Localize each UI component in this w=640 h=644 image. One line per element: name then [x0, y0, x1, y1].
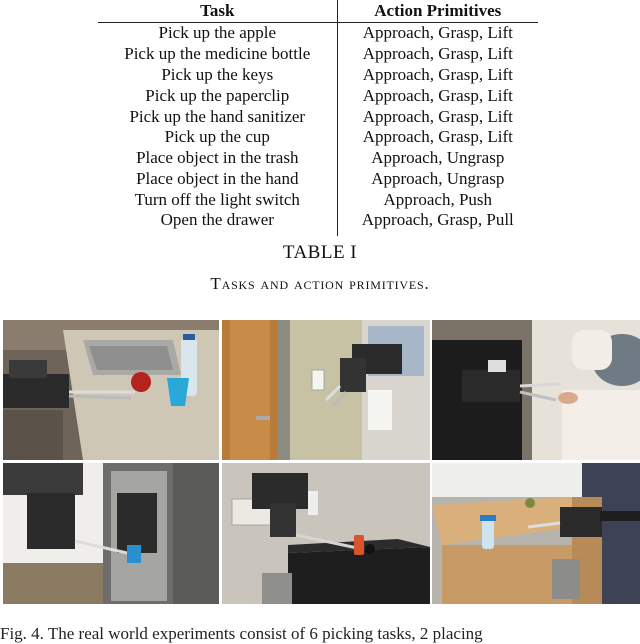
table-row	[98, 106, 538, 127]
primitive-cell: Approach, Grasp, Lift	[337, 65, 538, 86]
task-cell: Pick up the hand sanitizer	[129, 106, 306, 126]
task-cell: Place object in the hand	[136, 168, 299, 188]
task-cell: Pick up the paperclip	[145, 85, 290, 105]
photo-light-switch	[222, 320, 430, 460]
primitive-cell: Approach, Grasp, Lift	[337, 85, 538, 106]
primitive-cell: Approach, Grasp, Lift	[337, 44, 538, 65]
task-cell: Pick up the apple	[158, 23, 277, 43]
table-caption-number: TABLE I	[282, 242, 358, 263]
primitive-cell: Approach, Grasp, Lift	[337, 23, 538, 44]
table-row	[98, 189, 538, 210]
table-row	[98, 169, 538, 190]
task-cell: Pick up the cup	[164, 127, 270, 147]
task-cell: Open the drawer	[160, 210, 274, 230]
photo-desk-sanitizer	[432, 463, 640, 604]
task-cell: Turn off the light switch	[134, 189, 300, 209]
table-row	[98, 65, 538, 86]
table-row	[98, 148, 538, 169]
experiment-photo-grid	[3, 320, 640, 604]
primitive-cell: Approach, Grasp, Lift	[337, 106, 538, 127]
table-row	[98, 23, 538, 44]
figure-caption: Fig. 4. The real world experiments consist of 6 picking tasks, 2 placing	[0, 624, 483, 643]
photo-fridge-cup	[3, 463, 219, 604]
primitive-cell: Approach, Grasp, Pull	[337, 210, 538, 236]
task-cell: Pick up the medicine bottle	[124, 44, 311, 64]
task-cell: Pick up the keys	[161, 64, 274, 84]
photo-kitchen-apple	[3, 320, 219, 460]
table-caption-text: Tasks and action primitives.	[210, 274, 430, 293]
task-cell: Place object in the trash	[136, 148, 299, 168]
primitive-cell: Approach, Grasp, Lift	[337, 127, 538, 148]
table-row	[98, 210, 538, 236]
photo-person-hand	[432, 320, 640, 460]
primitive-cell: Approach, Ungrasp	[337, 169, 538, 190]
table-row	[98, 85, 538, 106]
photo-drawer-bottle	[222, 463, 430, 604]
header-task: Task	[98, 0, 337, 23]
tasks-table	[98, 0, 538, 236]
header-action-primitives: Action Primitives	[337, 0, 538, 23]
table-row	[98, 127, 538, 148]
primitive-cell: Approach, Ungrasp	[337, 148, 538, 169]
table-header-row	[98, 0, 538, 23]
primitive-cell: Approach, Push	[337, 189, 538, 210]
table-row	[98, 44, 538, 65]
